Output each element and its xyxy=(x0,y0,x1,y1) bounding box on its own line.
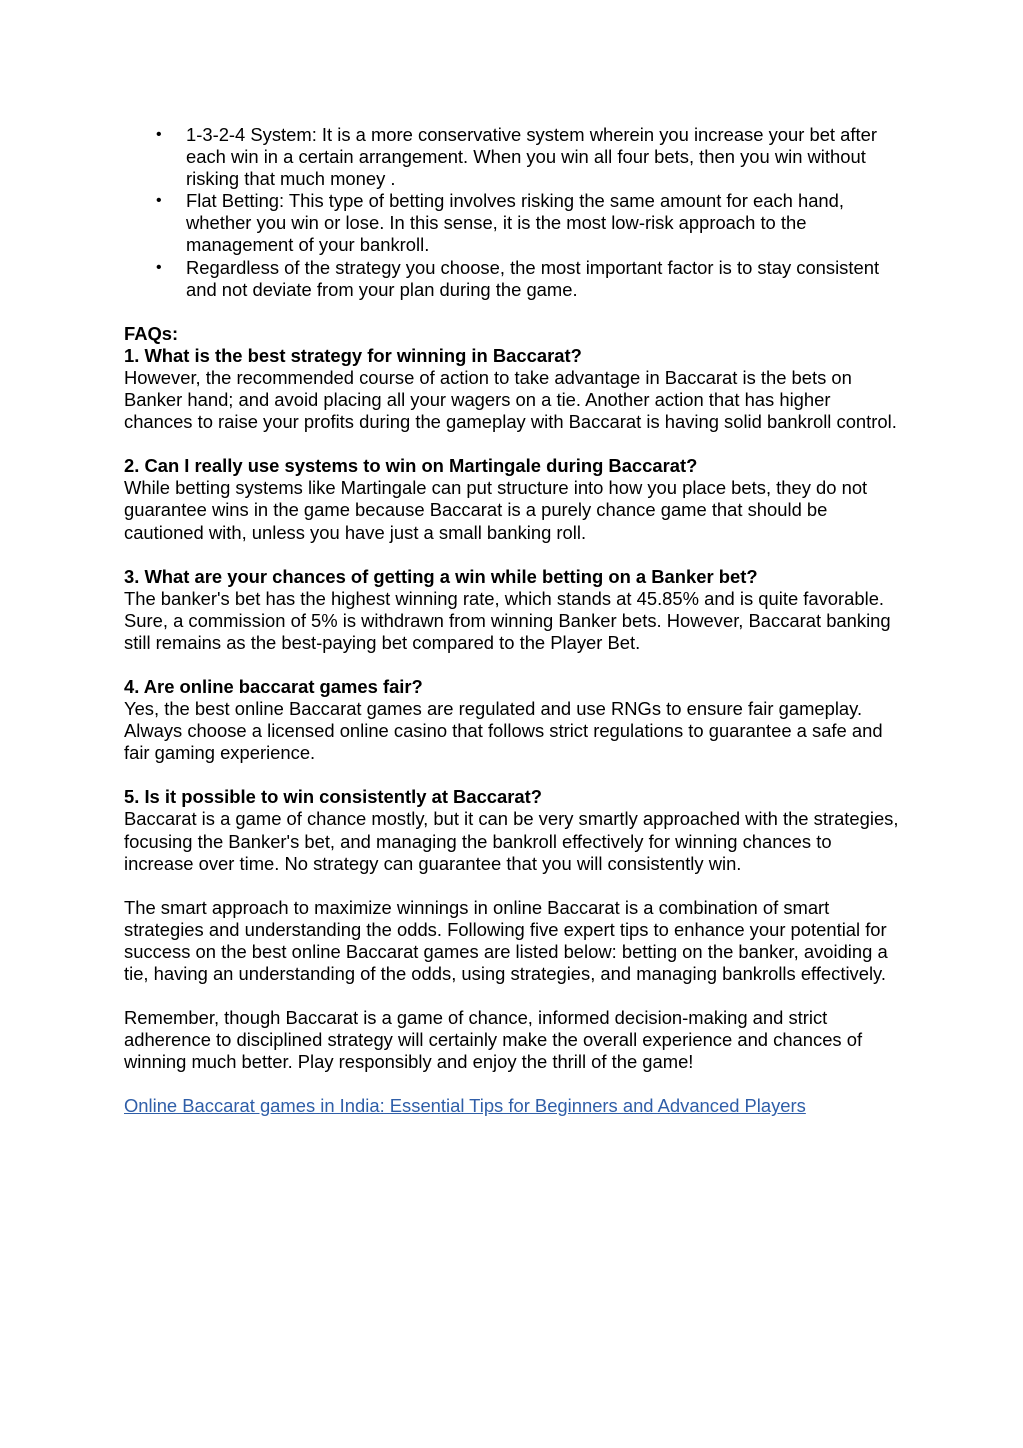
faq-item xyxy=(124,345,904,433)
closing-paragraph: The smart approach to maximize winnings in online Baccarat is a combination of smart strategies and understanding the odds. Following five expert tips to enhance your potential for success on the best online Baccarat games are listed below: betting on the banker, avoiding a tie, having an understanding of the odds, using strategies, and managing bankrolls effectively. xyxy=(124,896,888,984)
faq-answer: However, the recommended course of action to take advantage in Baccarat is the bets on Banker hand; and avoid placing all your wagers on a tie. Another action that has higher chances to raise your profits during the gameplay with Baccarat is having solid bankroll control. xyxy=(124,366,897,433)
document-page xyxy=(124,124,904,1117)
faq-item xyxy=(124,786,904,874)
bullet-item xyxy=(124,190,904,256)
bullet-item xyxy=(124,257,904,301)
link-paragraph xyxy=(124,1095,904,1117)
closing-paragraph: Remember, though Baccarat is a game of chance, informed decision-making and strict adherence to disciplined strategy will certainly make the overall experience and chances of winning much better. Play responsibly and enjoy the thrill of the game! xyxy=(124,1007,863,1073)
faq-item xyxy=(124,676,904,764)
faq-heading: FAQs: xyxy=(124,322,179,344)
bullet-text: Flat Betting: This type of betting involves risking the same amount for each hand, whether you win or lose. In this sense, it is the most low-risk approach to the management of your bankroll. xyxy=(186,190,844,256)
faq-item xyxy=(124,566,904,654)
faq-item xyxy=(124,455,904,543)
faq-question: 4. Are online baccarat games fair? xyxy=(124,675,423,697)
faq-answer: The banker's bet has the highest winning rate, which stands at 45.85% and is quite favorable. Sure, a commission of 5% is withdrawn from winning Banker bets. However, Baccarat banking still remains as the best-paying bet compared to the Player Bet. xyxy=(124,587,891,653)
faq-question: 2. Can I really use systems to win on Martingale during Baccarat? xyxy=(124,455,698,477)
faq-answer: Yes, the best online Baccarat games are regulated and use RNGs to ensure fair gameplay. Always choose a licensed online casino that follows strict regulations to guarantee a safe and fair gaming experience. xyxy=(124,698,883,764)
article-link[interactable]: Online Baccarat games in India: Essential Tips for Beginners and Advanced Players xyxy=(124,1095,806,1117)
faq-question: 3. What are your chances of getting a win while betting on a Banker bet? xyxy=(124,565,758,587)
faq-question: 1. What is the best strategy for winning in Baccarat? xyxy=(124,344,582,366)
faq-answer: Baccarat is a game of chance mostly, but it can be very smartly approached with the strategies, focusing the Banker's bet, and managing the bankroll effectively for winning chances to increase over time. No strategy can guarantee that you will consistently win. xyxy=(124,808,899,874)
strategy-bullet-list xyxy=(124,124,904,301)
bullet-item xyxy=(124,124,904,190)
faq-answer: While betting systems like Martingale can put structure into how you place bets, they do not guarantee wins in the game because Baccarat is a purely chance game that should be cautioned with, unless you have just a small banking roll. xyxy=(124,477,868,543)
bullet-text: Regardless of the strategy you choose, the most important factor is to stay consistent and not deviate from your plan during the game. xyxy=(186,256,880,300)
faq-question: 5. Is it possible to win consistently at Baccarat? xyxy=(124,786,542,808)
bullet-text: 1-3-2-4 System: It is a more conservative system wherein you increase your bet after each win in a certain arrangement. When you win all four bets, then you win without risking that much money . xyxy=(186,124,877,190)
